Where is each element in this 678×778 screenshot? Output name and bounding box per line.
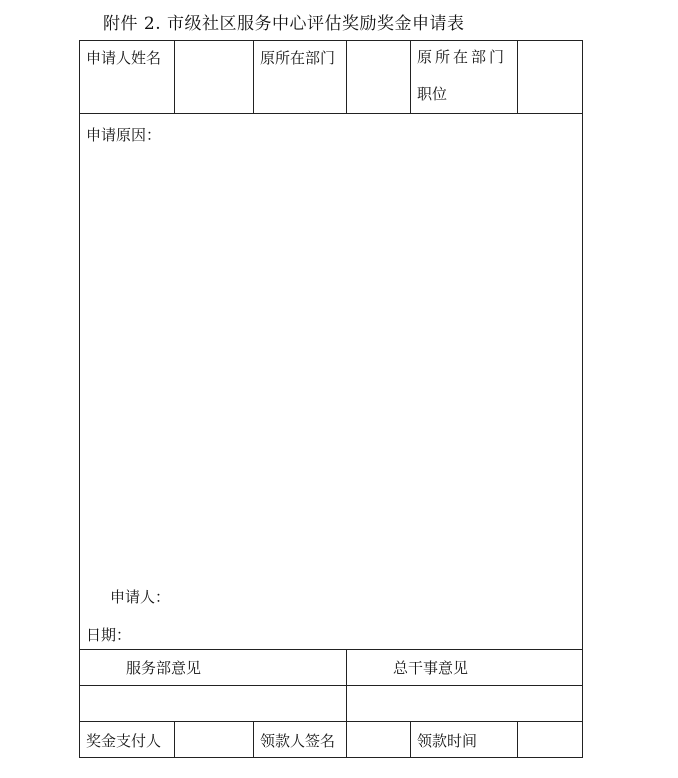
date-label: 日期：	[86, 626, 132, 644]
payer-value	[175, 722, 253, 730]
service-dept-opinion-header	[80, 650, 347, 686]
applicant-info-row	[80, 41, 583, 114]
department-label-cell	[254, 41, 347, 114]
director-general-opinion-label: 总干事意见	[393, 659, 469, 677]
position-label-line1: 原所在部门	[417, 48, 508, 66]
receipt-time-label-cell	[411, 722, 518, 758]
service-dept-opinion-field[interactable]	[80, 686, 347, 722]
payer-label-cell	[80, 722, 175, 758]
applicant-name-label: 申请人姓名	[86, 49, 162, 67]
receipt-time-value	[518, 722, 582, 730]
payer-label: 奖金支付人	[86, 732, 162, 750]
position-label-cell	[411, 41, 518, 114]
payer-field[interactable]	[175, 722, 254, 758]
recipient-signature-label-cell	[254, 722, 347, 758]
applicant-name-field[interactable]	[175, 41, 254, 114]
receipt-time-label: 领款时间	[417, 732, 478, 750]
document-title: 附件 2. 市级社区服务中心评估奖励奖金申请表	[103, 14, 465, 34]
department-field[interactable]	[347, 41, 411, 114]
recipient-signature-field[interactable]	[347, 722, 411, 758]
reason-label: 申请原因：	[86, 126, 162, 144]
reason-field[interactable]	[80, 114, 583, 650]
opinion-content-row	[80, 686, 583, 722]
service-dept-opinion-value	[80, 686, 346, 693]
position-field[interactable]	[518, 41, 583, 114]
application-form-table	[79, 40, 583, 758]
applicant-signature-label: 申请人：	[110, 588, 171, 606]
applicant-name-label-cell	[80, 41, 175, 114]
position-label-line2: 职位	[417, 85, 448, 103]
applicant-name-value	[175, 41, 253, 48]
recipient-signature-value	[347, 722, 410, 730]
director-general-opinion-value	[347, 686, 582, 693]
position-value	[518, 41, 582, 48]
department-value	[347, 41, 410, 48]
recipient-signature-label: 领款人签名	[260, 732, 336, 750]
reason-row	[80, 114, 583, 650]
receipt-time-field[interactable]	[518, 722, 583, 758]
payment-row	[80, 722, 583, 758]
director-general-opinion-field[interactable]	[347, 686, 583, 722]
department-label: 原所在部门	[260, 49, 336, 67]
opinion-header-row	[80, 650, 583, 686]
service-dept-opinion-label: 服务部意见	[126, 659, 202, 677]
director-general-opinion-header	[347, 650, 583, 686]
